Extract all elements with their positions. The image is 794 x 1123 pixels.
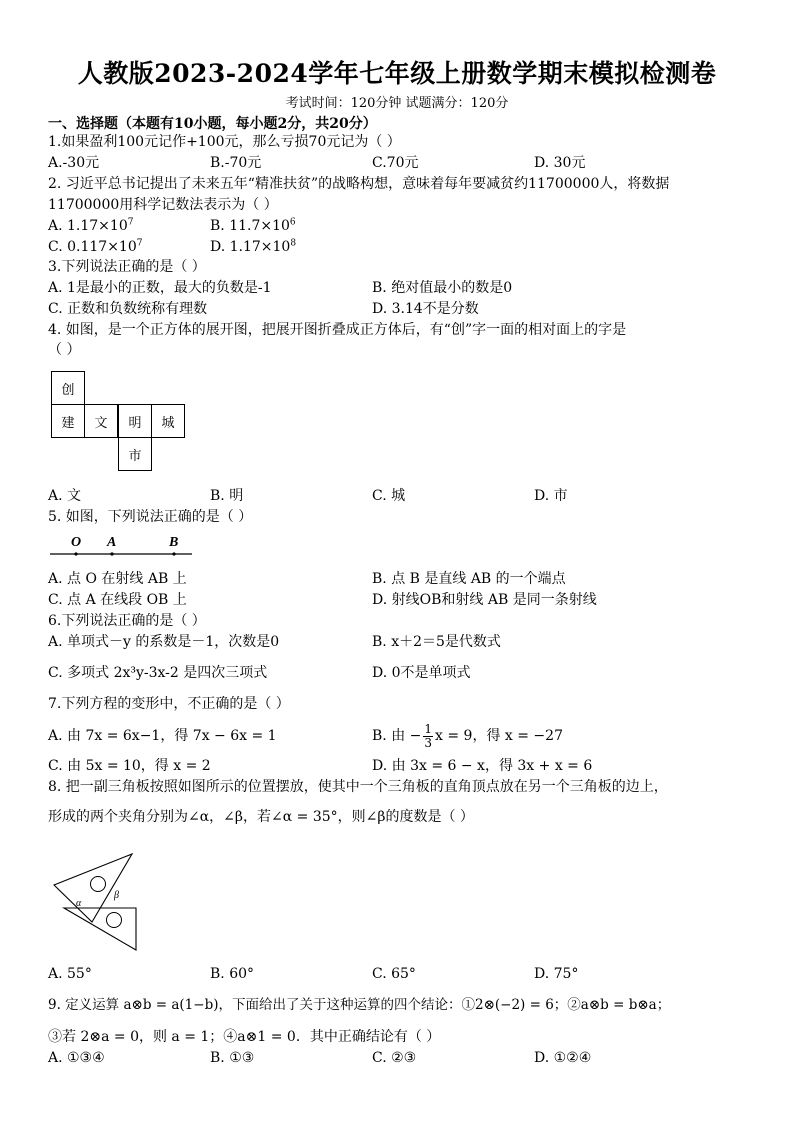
q5-option-c: C. 点 A 在线段 OB 上 bbox=[48, 592, 187, 608]
q5-option-d: D. 射线OB和射线 AB 是同一条射线 bbox=[372, 592, 597, 608]
q8-option-d: D. 75° bbox=[534, 966, 579, 982]
question-6-stem: 6.下列说法正确的是（ ） bbox=[48, 613, 206, 629]
q2-option-a bbox=[48, 217, 133, 235]
q7-option-b-suffix: x = 9，得 x = −27 bbox=[435, 728, 563, 744]
net-face-shi: 市 bbox=[118, 437, 152, 471]
q3-option-b: B. 绝对值最小的数是0 bbox=[372, 280, 513, 296]
fraction-denominator: 3 bbox=[424, 735, 433, 750]
q2-option-b-exponent: 6 bbox=[289, 217, 296, 228]
q4-option-d: D. 市 bbox=[534, 488, 568, 504]
q1-option-b: B.-70元 bbox=[210, 155, 262, 171]
point-a-label: A bbox=[107, 535, 117, 550]
q2-option-c-text: C. 0.117×10 bbox=[48, 239, 137, 255]
question-5-stem: 5. 如图，下列说法正确的是（ ） bbox=[48, 509, 253, 525]
q7-option-b bbox=[372, 718, 563, 754]
q4-option-c: C. 城 bbox=[372, 488, 406, 504]
question-9-stem-line2: ③若 2⊗a = 0，则 a = 1；④a⊗1 = 0．其中正确结论有（ ） bbox=[48, 1029, 441, 1045]
q6-option-d: D. 0不是单项式 bbox=[372, 665, 471, 681]
q2-option-c-exponent: 7 bbox=[136, 238, 143, 249]
net-face-ming: 明 bbox=[118, 404, 152, 438]
q4-option-b: B. 明 bbox=[210, 488, 244, 504]
question-1-stem: 1.如果盈利100元记作+100元，那么亏损70元记为（ ） bbox=[48, 134, 401, 150]
net-face-wen: 文 bbox=[84, 404, 118, 438]
point-o-label: O bbox=[71, 535, 82, 550]
q2-option-b-text: B. 11.7×10 bbox=[210, 218, 290, 234]
net-face-jian: 建 bbox=[51, 404, 85, 438]
question-3-stem: 3.下列说法正确的是（ ） bbox=[48, 259, 206, 275]
point-b-dot bbox=[172, 552, 175, 555]
question-2-stem-line2: 11700000用科学记数法表示为（ ） bbox=[48, 197, 278, 213]
net-face-chuang: 创 bbox=[51, 371, 85, 405]
lower-triangle-ruler bbox=[64, 908, 136, 950]
angle-alpha-label: α bbox=[76, 898, 82, 909]
q2-option-a-text: A. 1.17×10 bbox=[48, 218, 128, 234]
q2-option-b bbox=[210, 217, 296, 235]
q6-option-b: B. x＋2＝5是代数式 bbox=[372, 634, 501, 650]
triangle-rulers-figure bbox=[48, 850, 148, 955]
q2-option-d-text: D. 1.17×10 bbox=[210, 239, 291, 255]
q8-option-b: B. 60° bbox=[210, 966, 255, 982]
upper-ruler-hole bbox=[91, 877, 106, 892]
point-a-dot bbox=[110, 552, 113, 555]
q1-option-c: C.70元 bbox=[372, 155, 419, 171]
q2-option-a-exponent: 7 bbox=[127, 217, 134, 228]
q2-option-c bbox=[48, 238, 142, 256]
question-7-stem: 7.下列方程的变形中，不正确的是（ ） bbox=[48, 696, 290, 712]
q2-option-d bbox=[210, 238, 296, 256]
q8-option-a: A. 55° bbox=[48, 966, 92, 982]
point-b-label: B bbox=[169, 535, 179, 550]
question-4-stem-line2: （ ） bbox=[48, 342, 81, 358]
ray-figure bbox=[48, 530, 198, 562]
q7-option-c: C. 由 5x = 10，得 x = 2 bbox=[48, 758, 211, 774]
q9-option-c: C. ②③ bbox=[372, 1050, 417, 1066]
question-8-stem-line2: 形成的两个夹角分别为∠α，∠β，若∠α = 35°，则∠β的度数是（ ） bbox=[48, 809, 474, 825]
question-4-stem-line1: 4. 如图，是一个正方体的展开图，把展开图折叠成正方体后，有“创”字一面的相对面上的字是 bbox=[48, 322, 627, 338]
q7-option-d: D. 由 3x = 6 − x，得 3x + x = 6 bbox=[372, 758, 593, 774]
q3-option-d: D. 3.14不是分数 bbox=[372, 301, 479, 317]
page-title: 人教版2023-2024学年七年级上册数学期末模拟检测卷 bbox=[77, 59, 717, 88]
question-9-stem-line1: 9. 定义运算 a⊗b = a(1−b)，下面给出了关于这种运算的四个结论：①2⊗(−2) = 6；②a⊗b = b⊗a； bbox=[48, 997, 671, 1013]
point-o-dot bbox=[74, 552, 77, 555]
q6-option-a: A. 单项式－y 的系数是－1，次数是0 bbox=[48, 634, 280, 650]
question-2-stem-line1: 2. 习近平总书记提出了未来五年“精准扶贫”的战略构想，意味着每年要减贫约11700000人，将数据 bbox=[48, 176, 670, 192]
q9-option-a: A. ①③④ bbox=[48, 1050, 105, 1066]
q9-option-d: D. ①②④ bbox=[534, 1050, 592, 1066]
q4-option-a: A. 文 bbox=[48, 488, 82, 504]
q9-option-b: B. ①③ bbox=[210, 1050, 255, 1066]
q5-option-a: A. 点 O 在射线 AB 上 bbox=[48, 571, 187, 587]
question-8-stem-line1: 8. 把一副三角板按照如图所示的位置摆放，使其中一个三角板的直角顶点放在另一个三角板的边上， bbox=[48, 779, 668, 795]
q7-option-a: A. 由 7x = 6x−1，得 7x − 6x = 1 bbox=[48, 728, 277, 744]
fraction-one-third bbox=[423, 723, 433, 750]
angle-beta-label: β bbox=[114, 890, 119, 901]
exam-info: 考试时间：120分钟 试题满分：120分 bbox=[285, 96, 509, 111]
q3-option-a: A. 1是最小的正数，最大的负数是-1 bbox=[48, 280, 272, 296]
q6-option-c: C. 多项式 2x³y-3x-2 是四次三项式 bbox=[48, 665, 268, 681]
q8-option-c: C. 65° bbox=[372, 966, 416, 982]
q3-option-c: C. 正数和负数统称有理数 bbox=[48, 301, 208, 317]
q2-option-d-exponent: 8 bbox=[290, 238, 297, 249]
q7-option-b-prefix: B. 由 − bbox=[372, 728, 422, 744]
fraction-numerator: 1 bbox=[424, 721, 433, 736]
upper-triangle-ruler bbox=[54, 854, 132, 922]
q1-option-a: A.-30元 bbox=[48, 155, 100, 171]
q5-option-b: B. 点 B 是直线 AB 的一个端点 bbox=[372, 571, 566, 587]
section-heading: 一、选择题（本题有10小题，每小题2分，共20分） bbox=[48, 116, 377, 132]
q1-option-d: D. 30元 bbox=[534, 155, 586, 171]
lower-ruler-hole bbox=[107, 913, 122, 928]
net-face-cheng: 城 bbox=[151, 404, 185, 438]
